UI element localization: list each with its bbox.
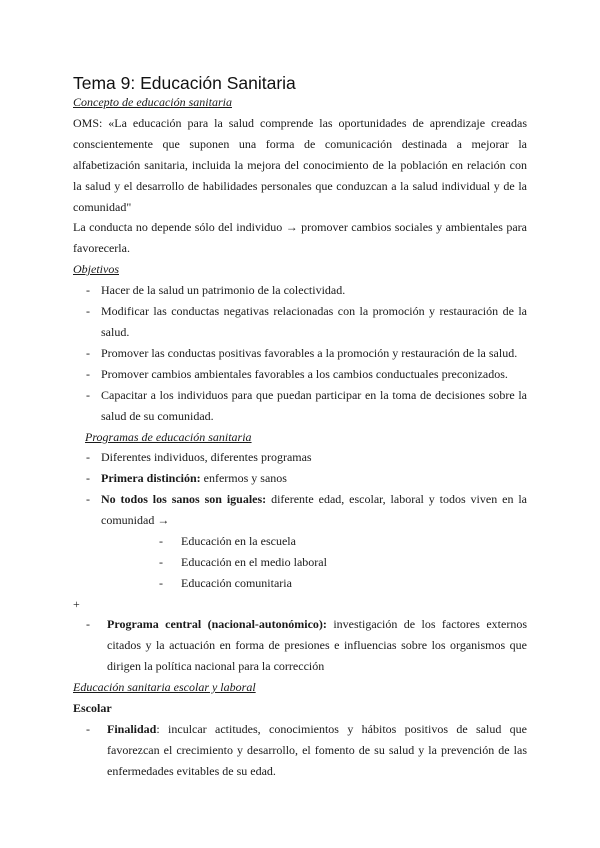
bullet-dash: - [86, 283, 90, 297]
oms-definition-paragraph [73, 113, 527, 218]
paragraph-line: OMS: «La educación para la salud comprende las oportunidades de aprendizaje creadas [73, 116, 527, 130]
bullet-dash: - [86, 450, 90, 464]
section-heading-programas: Programas de educación sanitaria [85, 430, 252, 444]
section-heading-escolar-laboral: Educación sanitaria escolar y laboral [73, 680, 256, 694]
paragraph-line: la salud y el desarrollo de habilidades personales que conduzcan a la salud individual y de la [73, 179, 527, 193]
bullet-dash: - [159, 576, 163, 590]
bullet-dash: - [86, 367, 90, 381]
document-page: Tema 9: Educación Sanitaria Concepto de educación sanitaria OMS: «La educación para la salud comprende las oportunidades de aprendizaje creadas conscientemente que suponen una forma de comunicación destinada a mejorar la alfabetización sanitaria, incluida la mejora del conocimiento de la población en relación con la salud y el desarrollo de habilidades personales que conduzcan a la salud individual y de la comunidad" La conducta no depende sólo del individuo → promover cambios sociales y ambientales para favorecerla. Objetivos - Hacer de la salud un patrimonio de la colectividad. - Modificar las conductas negativas relacionadas con la promoción y restauración de la salud. - Promover las conductas positivas favorables a la promoción y restauración de la salud. - Promover cambios ambientales favorables a los cambios conductuales preconizados. - Capacitar a los individuos para que puedan participar en la toma de decisiones sobre la salud de su comunidad. Programas de educación sanitaria - Diferentes individuos, diferentes programas - Primera distinción: enfermos y sanos - No todos los sanos son iguales: diferente edad, escolar, laboral y todos viven en la comunidad → - Educación en la escuela - Educación en el medio laboral - Educación comunitaria + - Programa central (nacional-autonómico): investigación de los factores externos citados y la actuación en forma de presiones e influencias sobre los organismos que dirigen la política nacional para la corrección Educación sanitaria escolar y laboral Escolar - Finalidad: inculcar actitudes, conocimientos y hábitos positivos de salud que favorezcan el crecimiento y desarrollo, el fomento de su salud y la prevención de las enfermedades evitables de su edad. [73, 73, 527, 778]
page-title: Tema 9: Educación Sanitaria [73, 73, 296, 93]
bullet-dash: - [159, 555, 163, 569]
section-heading-concepto: Concepto de educación sanitaria [73, 95, 232, 109]
bullet-dash: - [159, 534, 163, 548]
plus-sign: + [73, 597, 80, 611]
bullet-dash: - [86, 471, 90, 485]
subheading-escolar: Escolar [73, 701, 112, 715]
paragraph-line: comunidad" [73, 200, 132, 214]
conducta-paragraph [73, 217, 527, 259]
paragraph-line: La conducta no depende sólo del individuo → promover cambios sociales y ambientales para [73, 220, 527, 234]
bullet-dash: - [86, 304, 90, 318]
bullet-dash: - [86, 722, 90, 736]
paragraph-line: conscientemente que suponen una forma de comunicación destinada a mejorar la [73, 137, 527, 151]
bullet-dash: - [86, 492, 90, 506]
bullet-dash: - [86, 346, 90, 360]
paragraph-line: alfabetización sanitaria, incluida la mejora del conocimiento de la población en relación con [73, 158, 527, 172]
bullet-dash: - [86, 388, 90, 402]
paragraph-line: favorecerla. [73, 241, 130, 255]
bullet-dash: - [86, 617, 90, 631]
section-heading-objetivos: Objetivos [73, 262, 119, 276]
